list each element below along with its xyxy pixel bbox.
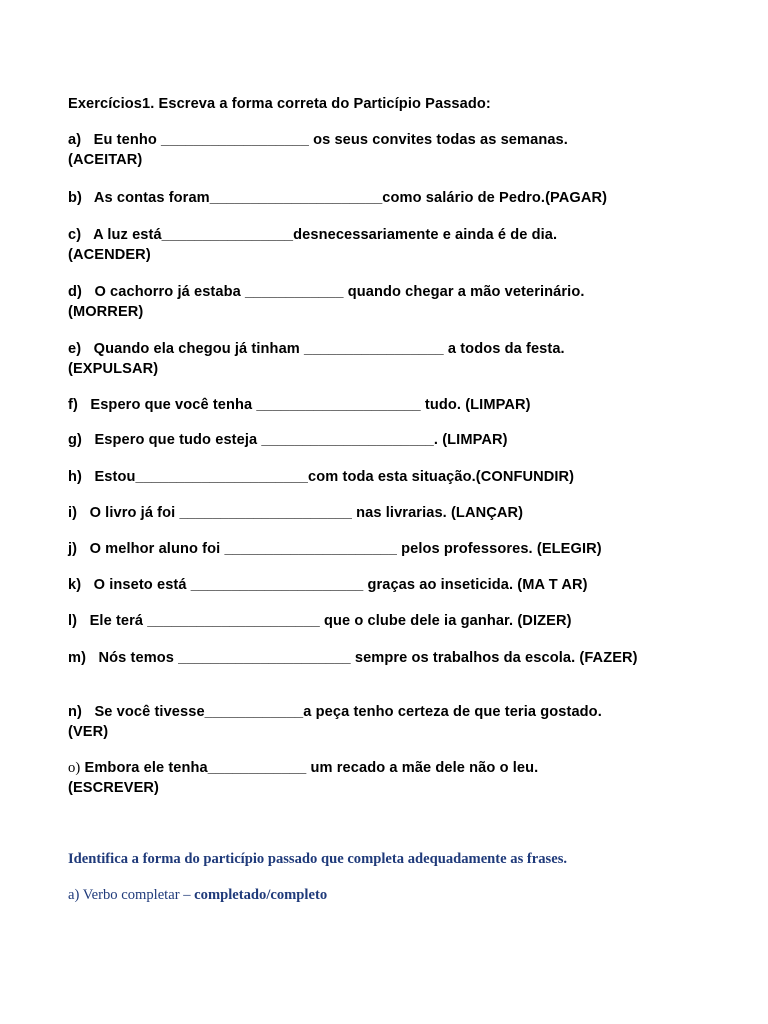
item-d-line1: d) O cachorro já estaba ____________ quando chegar a mão veterinário. — [68, 284, 585, 300]
item-o-line1 — [68, 758, 538, 778]
item-e-line1: e) Quando ela chegou já tinham _________________ a todos da festa. — [68, 341, 565, 357]
item-o-text: Embora ele tenha____________ um recado a mãe dele não o leu. — [80, 760, 539, 776]
item-m-line1: m) Nós temos _____________________ sempre os trabalhos da escola. (FAZER) — [68, 650, 638, 666]
exercise-title: Exercícios1. Escreva a forma correta do Particípio Passado: — [68, 96, 491, 112]
item-n-line1: n) Se você tivesse____________a peça tenho certeza de que teria gostado. — [68, 704, 602, 720]
section2-heading: Identifica a forma do particípio passado que completa adequadamente as frases. — [68, 851, 568, 867]
item-d-line2: (MORRER) — [68, 304, 144, 320]
item-b-line1: b) As contas foram_____________________como salário de Pedro.(PAGAR) — [68, 190, 608, 206]
item-g-line1: g) Espero que tudo esteja _____________________. (LIMPAR) — [68, 432, 508, 448]
section2-example — [68, 885, 327, 905]
item-a-line2: (ACEITAR) — [68, 152, 143, 168]
section2-example-answer: completado/completo — [194, 887, 328, 903]
item-a-line1: a) Eu tenho __________________ os seus convites todas as semanas. — [68, 132, 568, 148]
section2-example-prefix: a) Verbo completar – — [68, 887, 195, 903]
item-c-line1: c) A luz está________________desnecessariamente e ainda é de dia. — [68, 227, 558, 243]
item-f-line1: f) Espero que você tenha ____________________ tudo. (LIMPAR) — [68, 397, 531, 413]
item-e-line2: (EXPULSAR) — [68, 361, 159, 377]
item-h-line1: h) Estou_____________________com toda esta situação.(CONFUNDIR) — [68, 469, 575, 485]
item-l-line1: l) Ele terá _____________________ que o clube dele ia ganhar. (DIZER) — [68, 613, 572, 629]
item-o-letter: o) — [68, 760, 81, 776]
item-c-line2: (ACENDER) — [68, 247, 151, 263]
item-n-line2: (VER) — [68, 724, 109, 740]
item-o-line2: (ESCREVER) — [68, 780, 160, 796]
item-i-line1: i) O livro já foi _____________________ nas livrarias. (LANÇAR) — [68, 505, 524, 521]
item-j-line1: j) O melhor aluno foi _____________________ pelos professores. (ELEGIR) — [68, 541, 602, 557]
item-k-line1: k) O inseto está _____________________ graças ao inseticida. (MA T AR) — [68, 577, 588, 593]
